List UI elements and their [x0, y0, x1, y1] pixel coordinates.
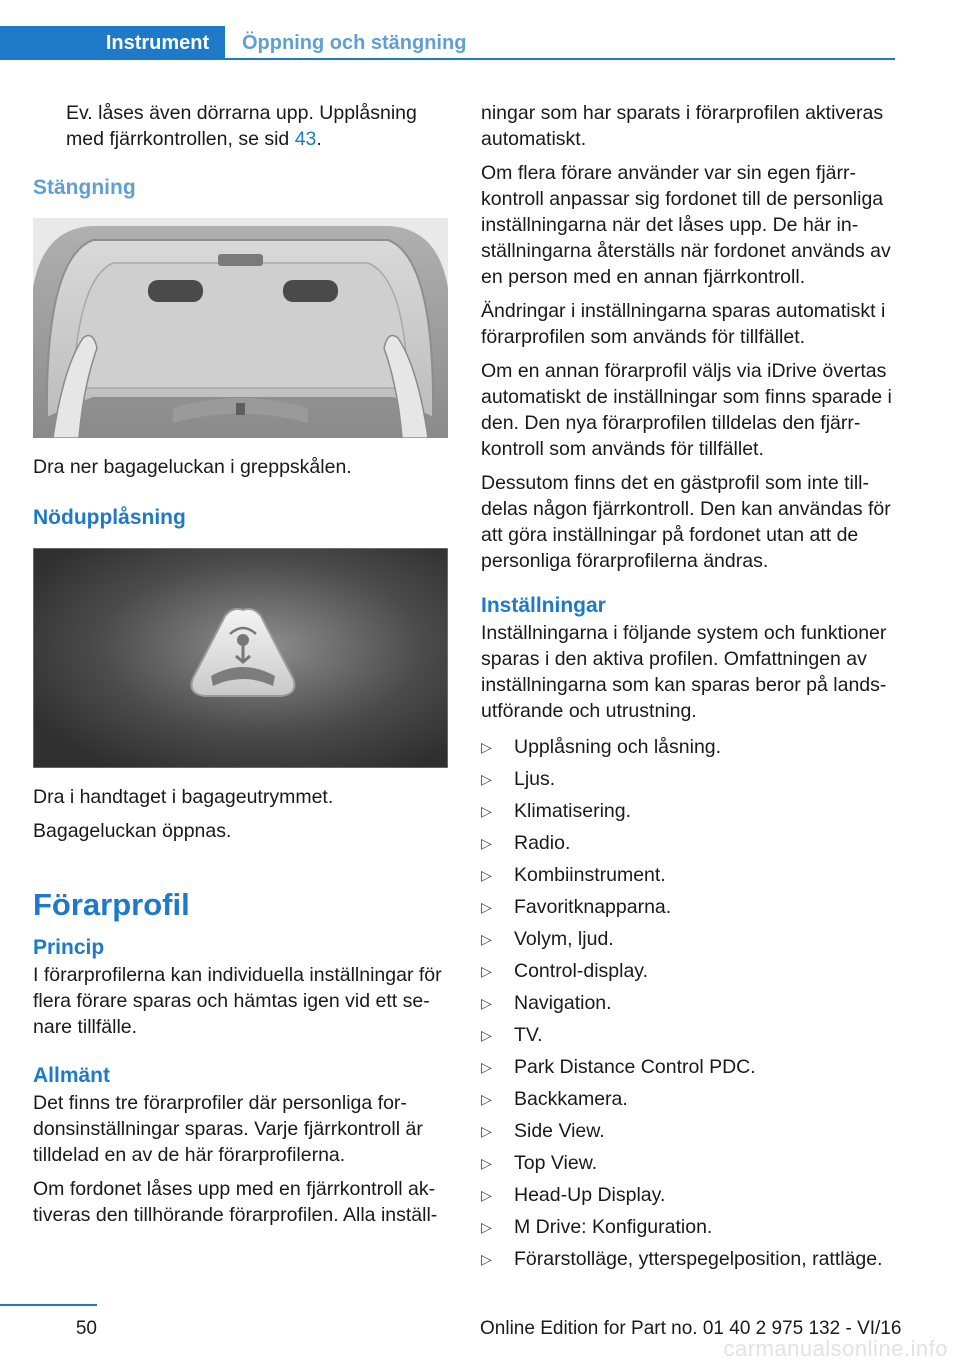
left-column	[33, 100, 448, 1236]
triangle-bullet-icon: ▷	[481, 1219, 492, 1235]
closing-caption: Dra ner bagageluckan i greppskålen.	[33, 456, 352, 478]
trunk-lid-image	[33, 218, 448, 438]
triangle-bullet-icon: ▷	[481, 1059, 492, 1075]
driver-profile-heading: Förarprofil	[33, 887, 190, 922]
page-link[interactable]: 43	[294, 128, 317, 150]
list-item-label: Top View.	[514, 1152, 598, 1174]
list-item-label: Klimatisering.	[514, 800, 632, 822]
list-item	[481, 1150, 901, 1176]
watermark: carmanualsonline.info	[723, 1336, 948, 1361]
emergency-handle-image	[33, 548, 448, 768]
triangle-bullet-icon: ▷	[481, 1251, 492, 1267]
general-paragraph-1: Det finns tre förarprofiler där personliga for‐ donsinställningar sparas. Varje fjärrkontroll är tilldelad en av de här förarprofilerna.	[33, 1092, 423, 1166]
right-paragraph-2: Om flera förare använder var sin egen fjärr‐ kontroll anpassar sig fordonet till de personliga inställningarna när det låses upp. De här in‐ ställningarna återställs när fordonet används av en person med en annan fjärrkontroll.	[481, 162, 891, 288]
list-item-label: Favoritknapparna.	[514, 896, 672, 918]
list-item	[481, 894, 901, 920]
list-item-label: M Drive: Konfiguration.	[514, 1216, 713, 1238]
emergency-caption-2: Bagageluckan öppnas.	[33, 820, 232, 842]
list-item	[481, 734, 901, 760]
settings-paragraph: Inställningarna i följande system och funktioner sparas i den aktiva profilen. Omfattningen av inställningarna som kan sparas beror på lands‐ utförande och utrustning.	[481, 622, 887, 722]
list-item-label: Park Distance Control PDC.	[514, 1056, 756, 1078]
list-item	[481, 1246, 901, 1272]
right-paragraph-1: ningar som har sparats i förarprofilen aktiveras automatiskt.	[481, 102, 884, 150]
list-item	[481, 862, 901, 888]
right-paragraph-3: Ändringar i inställningarna sparas automatiskt i förarprofilen som används för tillfället.	[481, 300, 886, 348]
list-item-label: Navigation.	[514, 992, 612, 1014]
list-item-label: Förarstolläge, ytterspegelposition, rattläge.	[514, 1248, 883, 1270]
triangle-bullet-icon: ▷	[481, 899, 492, 915]
closing-heading: Stängning	[33, 176, 136, 199]
edition-text: Online Edition for Part no. 01 40 2 975 132 - VI/16	[480, 1318, 902, 1339]
list-item-label: Backkamera.	[514, 1088, 628, 1110]
triangle-bullet-icon: ▷	[481, 931, 492, 947]
settings-list	[481, 734, 901, 1272]
page-number: 50	[75, 1318, 97, 1339]
list-item	[481, 830, 901, 856]
triangle-bullet-icon: ▷	[481, 995, 492, 1011]
list-item	[481, 990, 901, 1016]
triangle-bullet-icon: ▷	[481, 835, 492, 851]
triangle-bullet-icon: ▷	[481, 739, 492, 755]
list-item	[481, 1182, 901, 1208]
list-item	[481, 1054, 901, 1080]
footer-rule	[0, 1304, 97, 1306]
tab-instrument[interactable]: Instrument	[105, 32, 210, 54]
list-item-label: Side View.	[514, 1120, 605, 1142]
intro-paragraph: Ev. låses även dörrarna upp. Upplåsning med fjärrkontrollen, se sid 43.	[66, 102, 417, 150]
emergency-heading: Nödupplåsning	[33, 506, 186, 529]
list-item-label: Volym, ljud.	[514, 928, 614, 950]
principle-heading: Princip	[33, 936, 105, 959]
triangle-bullet-icon: ▷	[481, 771, 492, 787]
list-item-label: Kombiinstrument.	[514, 864, 666, 886]
triangle-bullet-icon: ▷	[481, 803, 492, 819]
triangle-bullet-icon: ▷	[481, 1123, 492, 1139]
list-item	[481, 1118, 901, 1144]
general-paragraph-2: Om fordonet låses upp med en fjärrkontroll ak‐ tiveras den tillhörande förarprofilen. Alla inställ‐	[33, 1178, 438, 1226]
list-item	[481, 1022, 901, 1048]
triangle-bullet-icon: ▷	[481, 1187, 492, 1203]
list-item-label: Ljus.	[514, 768, 556, 790]
general-heading: Allmänt	[33, 1064, 111, 1087]
tab-opening-closing[interactable]: Öppning och stängning	[242, 32, 467, 54]
list-item-label: Upplåsning och låsning.	[514, 736, 722, 758]
emergency-caption-1: Dra i handtaget i bagageutrymmet.	[33, 786, 334, 808]
list-item-label: TV.	[514, 1024, 543, 1046]
triangle-bullet-icon: ▷	[481, 1027, 492, 1043]
list-item	[481, 798, 901, 824]
principle-paragraph: I förarprofilerna kan individuella inställningar för flera förare sparas och hämtas igen vid ett se‐ nare tillfälle.	[33, 964, 442, 1038]
list-item	[481, 766, 901, 792]
settings-heading: Inställningar	[481, 594, 606, 617]
triangle-bullet-icon: ▷	[481, 1155, 492, 1171]
list-item-label: Control-display.	[514, 960, 649, 982]
list-item	[481, 1214, 901, 1240]
right-paragraph-4: Om en annan förarprofil väljs via iDrive övertas automatiskt de inställningar som finns sparade i den. Den nya förarprofilen tilldelas den fjärr‐ kontroll som används för tillfället.	[481, 360, 892, 460]
list-item-label: Radio.	[514, 832, 571, 854]
right-paragraph-5: Dessutom finns det en gästprofil som inte till‐ delas någon fjärrkontroll. Den kan användas för att göra inställningar på fordonet utan att de personliga förarprofilerna ändras.	[481, 472, 891, 572]
list-item	[481, 1086, 901, 1112]
triangle-bullet-icon: ▷	[481, 963, 492, 979]
list-item	[481, 926, 901, 952]
right-column	[481, 100, 901, 1278]
list-item-label: Head-Up Display.	[514, 1184, 666, 1206]
list-item	[481, 958, 901, 984]
triangle-bullet-icon: ▷	[481, 1091, 492, 1107]
triangle-bullet-icon: ▷	[481, 867, 492, 883]
